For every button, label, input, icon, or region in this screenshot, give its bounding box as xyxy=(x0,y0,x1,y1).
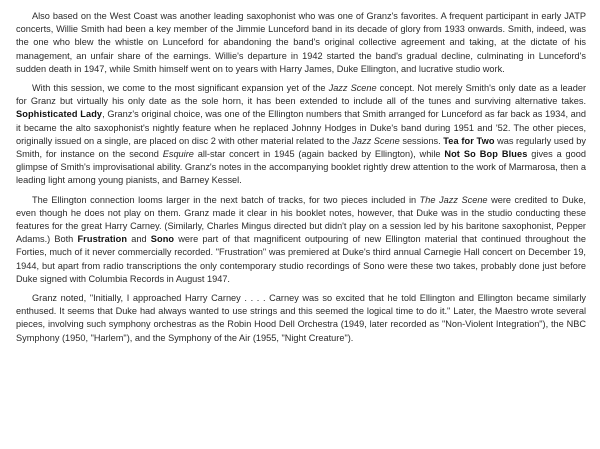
italic-title: Esquire xyxy=(162,149,194,160)
text-run: gives a good glimpse of Smith's improvisational ability. Granz's notes in the accompanying booklet rightly drew attention to the work of Marmarosa, then a leading light among young pianists, and Barney Kessel. xyxy=(16,149,586,186)
text-run: Granz noted, "Initially, I approached Harry Carney . . . . Carney was so excited that he told Ellington and Ellington became similarly enthused. It seems that Duke had always wanted to use strings and this seemed the logical time to do it." Later, the Maestro wrote several pieces, involving such symphony orchestras as the Robin Hood Dell Orchestra (1949, later recorded as "Non-Violent Integration"), the NBC Symphony (1950, "Harlem"), and the Symphony of the Air (1955, "Night Creature"). xyxy=(16,293,586,343)
text-run: Also based on the West Coast was another leading saxophonist who was one of Granz's favorites. A frequent participant in early JATP concerts, Willie Smith had been a key member of the Jimmie Lunceford band in its decade of glory from 1933 onwards. Smith, indeed, was the one who blew the whistle on Lunceford for abandoning the band's original collective agreement and taking, at the dictate of his management, an unfair share of the earnings. Willie's departure in 1942 started the band's gradual decline, culminating in Lunceford's sudden death in 1947, while Smith himself went on to years with Harry James, Duke Ellington, and lucrative studio work. xyxy=(16,11,586,74)
text-run: With this session, we come to the most significant expansion yet of the xyxy=(32,83,329,94)
italic-title: The Jazz Scene xyxy=(419,194,488,205)
text-run: sessions. xyxy=(399,135,444,146)
song-title: Sophisticated Lady xyxy=(16,109,103,120)
text-run: The Ellington connection looms larger in the next batch of tracks, for two pieces included in xyxy=(32,194,420,205)
text-run: concept. Not merely Smith's only date as a leader for Granz but virtually his only date as the sole horn, it has been extended to include all of the tunes and surviving alternative takes. xyxy=(16,83,587,107)
italic-title: Jazz Scene xyxy=(352,135,400,146)
song-title: Not So Bop Blues xyxy=(444,149,528,160)
song-title: Sono xyxy=(150,234,175,245)
paragraph-ellington-connection xyxy=(16,194,586,286)
text-run: and xyxy=(127,234,151,245)
text-run: , Granz's original choice, was one of the Ellington numbers that Smith arranged for Lunceford as far back as 1934, and it became the alto saxophonist's nightly feature when he replaced Johnny Hodges in Duke's band during 1951 and '52. The other pieces, originally issued on a single, are placed on disc 2 with other material related to the xyxy=(16,109,586,146)
text-run: all-star concert in 1945 (again backed by Ellington), while xyxy=(193,149,445,160)
text-run: were part of that magnificent outpouring of new Ellington material that continued throughout the Forties, much of it never commercially recorded. "Frustration" was premiered at Duke's third annual Carnegie Hall concert on December 19, 1944, but apart from radio transcriptions the only contemporary studio recordings of Sono were these two takes, probably done just before Duke signed with Columbia Records in August 1947. xyxy=(16,234,587,284)
song-title: Frustration xyxy=(77,234,128,245)
paragraph-willie-smith-intro xyxy=(16,10,586,76)
paragraph-granz-noted xyxy=(16,292,586,345)
text-run: was regularly used by Smith, for instance on the second xyxy=(16,135,587,160)
text-run: were credited to Duke, even though he does not play on them. Granz made it clear in his booklet notes, however, that Duke was in the studio conducting these features for the great Harry Carney. (Similarly, Charles Mingus directed but didn't play on a session led by his baritone saxophonist, Pepper Adams.) Both xyxy=(16,194,586,245)
italic-title: Jazz Scene xyxy=(328,83,377,94)
song-title: Tea for Two xyxy=(443,135,495,146)
paragraph-session-expansion xyxy=(16,82,586,188)
